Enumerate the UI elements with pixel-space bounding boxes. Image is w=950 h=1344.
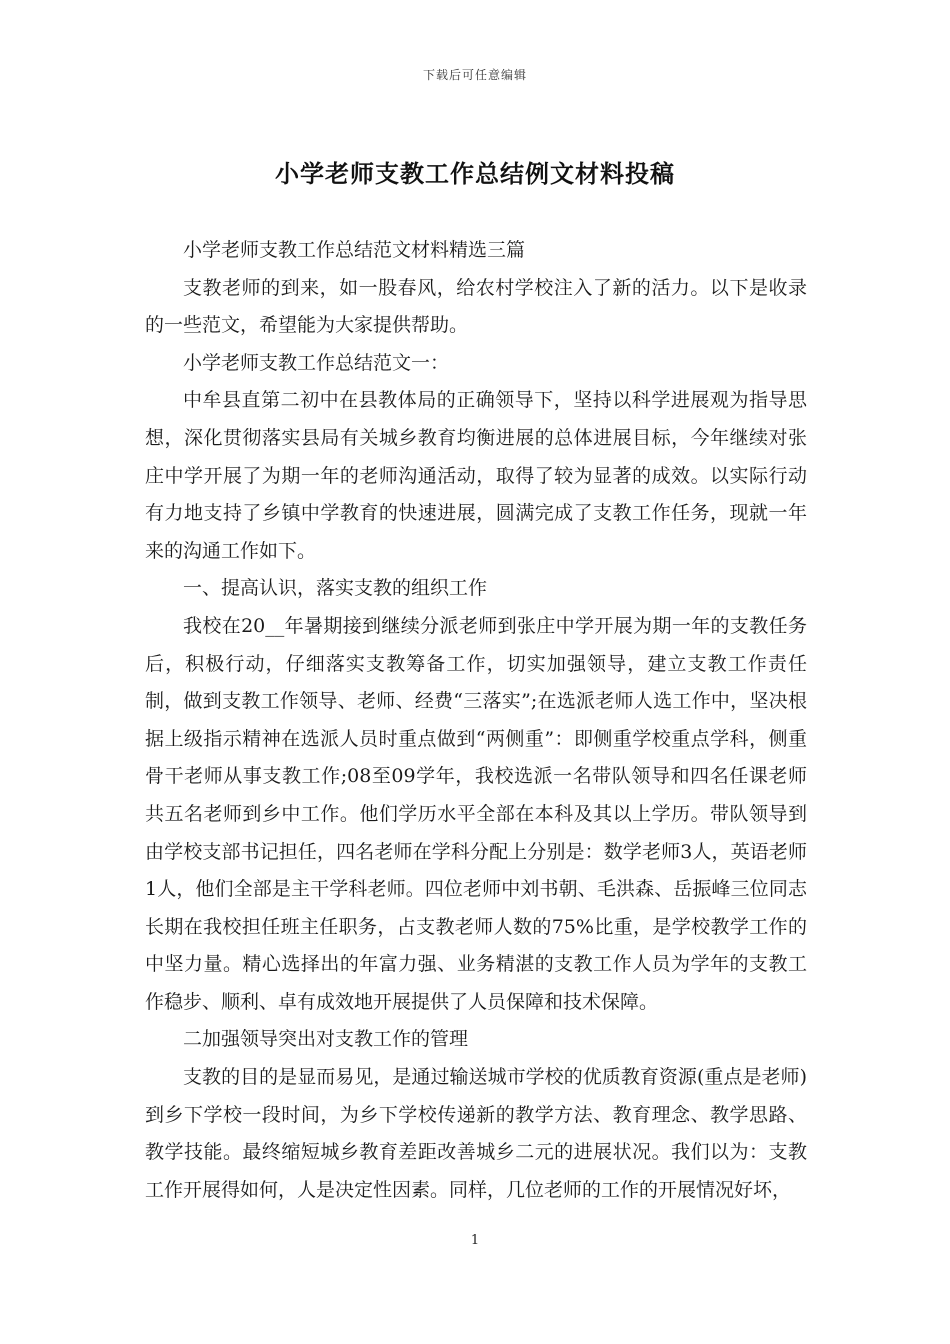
- intro-paragraph: 支教老师的到来，如一股春风，给农村学校注入了新的活力。以下是收录的一些范文，希望能为大家提供帮助。: [145, 276, 807, 337]
- page-number: 1: [470, 1233, 480, 1248]
- subtitle-paragraph: 小学老师支教工作总结范文材料精选三篇: [183, 239, 526, 261]
- body-paragraph: 我校在20__年暑期接到继续分派老师到张庄中学开展为期一年的支教任务后，积极行动，仔细落实支教筹备工作，切实加强领导，建立支教工作责任制，做到支教工作领导、老师、经费“三落实”;在选派老师人选工作中，坚决根据上级指示精神在选派人员时重点做到“两侧重”：即侧重学校重点学科，侧重骨干老师从事支教工作;08至09学年，我校选派一名带队领导和四名任课老师共五名老师到乡中工作。他们学历水平全部在本科及其以上学历。带队领导到由学校支部书记担任，四名老师在学科分配上分别是：数学老师3人，英语老师1人，他们全部是主干学科老师。四位老师中刘书朝、毛洪森、岳振峰三位同志长期在我校担任班主任职务，占支教老师人数的75%比重，是学校教学工作的中坚力量。精心选择出的年富力强、业务精湛的支教工作人员为学年的支教工作稳步、顺利、卓有成效地开展提供了人员保障和技术保障。: [145, 614, 807, 1013]
- section-heading-example-one: 小学老师支教工作总结范文一：: [183, 351, 450, 374]
- document-body: [145, 232, 807, 1209]
- body-paragraph: 中牟县直第二初中在县教体局的正确领导下，坚持以科学进展观为指导思想，深化贯彻落实县局有关城乡教育均衡进展的总体进展目标，今年继续对张庄中学开展了为期一年的老师沟通活动，取得了较为显著的成效。以实际行动有力地支持了乡镇中学教育的快速进展，圆满完成了支教工作任务，现就一年来的沟通工作如下。: [145, 389, 807, 562]
- section-heading-one: 一、提高认识，落实支教的组织工作: [183, 577, 488, 600]
- body-paragraph: 支教的目的是显而易见，是通过输送城市学校的优质教育资源(重点是老师)到乡下学校一段时间，为乡下学校传递新的教学方法、教育理念、教学思路、教学技能。最终缩短城乡教育差距改善城乡二元的进展状况。我们以为：支教工作开展得如何，人是决定性因素。同样，几位老师的工作的开展情况好坏，: [145, 1066, 807, 1201]
- header-note: 下载后可任意编辑: [422, 68, 527, 82]
- document-title: 小学老师支教工作总结例文材料投稿: [275, 159, 675, 188]
- section-heading-two: 二加强领导突出对支教工作的管理: [183, 1028, 469, 1051]
